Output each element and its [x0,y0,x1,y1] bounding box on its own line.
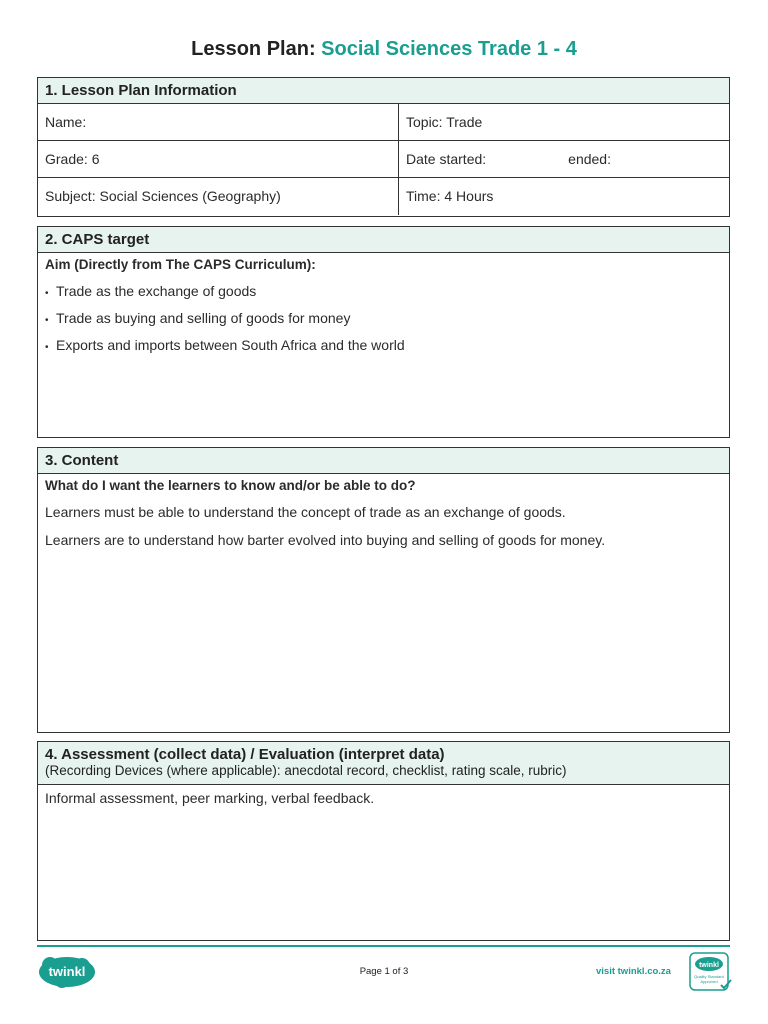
page-title [0,38,768,61]
footer-divider [37,945,730,947]
aim-label: Aim (Directly from The CAPS Curriculum): [45,257,316,272]
list-item-text: Trade as buying and selling of goods for money [56,310,351,326]
svg-text:twinkl: twinkl [699,962,719,969]
time-field: Time: 4 Hours [406,188,494,204]
content-paragraph: Learners are to understand how barter evolved into buying and selling of goods for money. [45,532,606,548]
date-field [399,141,729,177]
subject-field: Subject: Social Sciences (Geography) [38,178,399,215]
visit-link[interactable]: visit twinkl.co.za [596,966,671,977]
topic-field: Topic: Trade [406,114,483,130]
name-field: Name: [38,104,399,140]
svg-text:Approved: Approved [700,979,718,984]
assessment-heading: 4. Assessment (collect data) / Evaluation (interpret data) [45,746,445,763]
title-accent: Social Sciences Trade 1 - 4 [321,38,577,60]
title-prefix: Lesson Plan: [191,38,316,60]
assessment-subheading: (Recording Devices (where applicable): anecdotal record, checklist, rating scale, rubric) [45,763,567,778]
table-row [38,178,729,215]
list-item: • Trade as buying and selling of goods for money [45,310,351,326]
section-heading: 2. CAPS target [38,227,729,253]
date-started-label: Date started: [406,151,487,167]
lesson-info-section [37,77,730,217]
svg-text:twinkl: twinkl [48,964,86,979]
list-item-text: Exports and imports between South Africa and the world [56,337,405,353]
assessment-section [37,741,730,941]
content-question: What do I want the learners to know and/or be able to do? [45,478,416,493]
content-paragraph: Learners must be able to understand the concept of trade as an exchange of goods. [45,504,566,520]
list-item: • Exports and imports between South Africa and the world [45,337,405,353]
caps-target-section [37,226,730,438]
table-row [38,141,729,178]
quality-badge [689,952,733,992]
section-heading: 3. Content [38,448,729,474]
date-ended-label: ended: [568,151,611,167]
assessment-text: Informal assessment, peer marking, verbal feedback. [45,790,375,806]
content-section [37,447,730,733]
section-heading [38,742,729,785]
page-number: Page 1 of 3 [359,966,409,977]
list-item-text: Trade as the exchange of goods [56,283,257,299]
grade-field: Grade: 6 [38,141,399,177]
table-row [38,104,729,141]
section-heading: 1. Lesson Plan Information [38,78,729,104]
svg-text:Quality Standard: Quality Standard [694,974,724,979]
list-item: • Trade as the exchange of goods [45,283,257,299]
